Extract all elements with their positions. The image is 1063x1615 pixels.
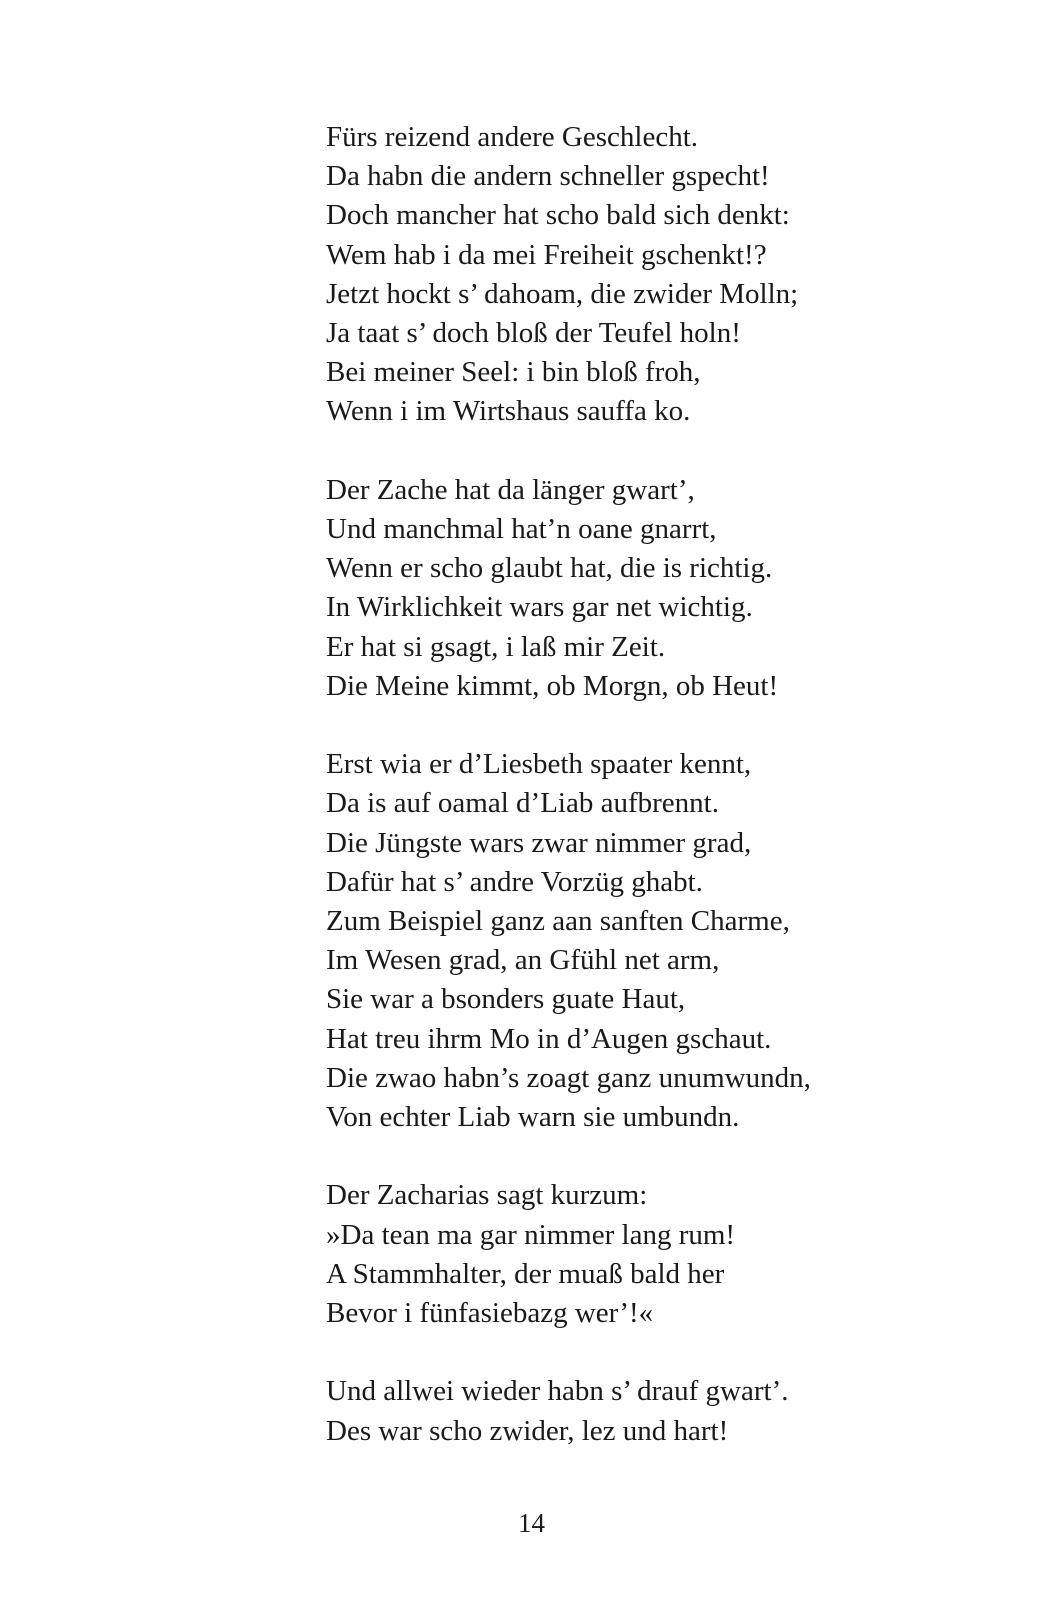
stanza [326, 118, 966, 432]
verse-line: Der Zache hat da länger gwart’, [326, 473, 695, 506]
verse-line: Des war scho zwider, lez und hart! [326, 1414, 729, 1447]
verse-line: Wenn er scho glaubt hat, die is richtig. [326, 552, 773, 585]
verse-line: Er hat si gsagt, i laß mir Zeit. [326, 630, 666, 663]
stanza [326, 1372, 966, 1450]
verse-line: A Stammhalter, der muaß bald her [326, 1257, 725, 1290]
verse-line: Da is auf oamal d’Liab aufbrennt. [326, 787, 719, 820]
verse-line: Und manchmal hat’n oane gnarrt, [326, 513, 717, 546]
page-number: 14 [518, 1508, 545, 1538]
verse-line: Bevor i fünfasiebazg wer’!« [326, 1297, 654, 1330]
verse-line: Da habn die andern schneller gspecht! [326, 160, 770, 193]
verse-line: Bei meiner Seel: i bin bloß froh, [326, 356, 701, 389]
verse-line: »Da tean ma gar nimmer lang rum! [326, 1218, 736, 1251]
verse-line: Dafür hat s’ andre Vorzüg ghabt. [326, 865, 703, 898]
stanza [326, 745, 966, 1137]
verse-line: In Wirklichkeit wars gar net wichtig. [326, 591, 753, 624]
verse-line: Im Wesen grad, an Gfühl net arm, [326, 944, 720, 977]
verse-line: Doch mancher hat scho bald sich denkt: [326, 199, 790, 232]
verse-line: Wem hab i da mei Freiheit gschenkt!? [326, 238, 767, 271]
verse-line: Die zwao habn’s zoagt ganz unumwundn, [326, 1061, 811, 1094]
verse-line: Von echter Liab warn sie umbundn. [326, 1101, 740, 1134]
verse-line: Und allwei wieder habn s’ drauf gwart’. [326, 1375, 789, 1408]
verse-line: Fürs reizend andere Geschlecht. [326, 121, 699, 153]
verse-line: Ja taat s’ doch bloß der Teufel holn! [326, 317, 741, 350]
verse-line: Zum Beispiel ganz aan sanften Charme, [326, 905, 790, 938]
poem-text [326, 118, 966, 1490]
verse-line: Wenn i im Wirtshaus sauffa ko. [326, 395, 691, 428]
stanza [326, 471, 966, 706]
verse-line: Die Meine kimmt, ob Morgn, ob Heut! [326, 669, 779, 702]
verse-line: Erst wia er d’Liesbeth spaater kennt, [326, 748, 752, 781]
verse-line: Hat treu ihrm Mo in d’Augen gschaut. [326, 1022, 772, 1055]
verse-line: Jetzt hockt s’ dahoam, die zwider Molln; [326, 277, 799, 310]
verse-line: Sie war a bsonders guate Haut, [326, 983, 686, 1016]
verse-line: Der Zacharias sagt kurzum: [326, 1179, 648, 1212]
verse-line: Die Jüngste wars zwar nimmer grad, [326, 826, 752, 859]
stanza [326, 1176, 966, 1333]
